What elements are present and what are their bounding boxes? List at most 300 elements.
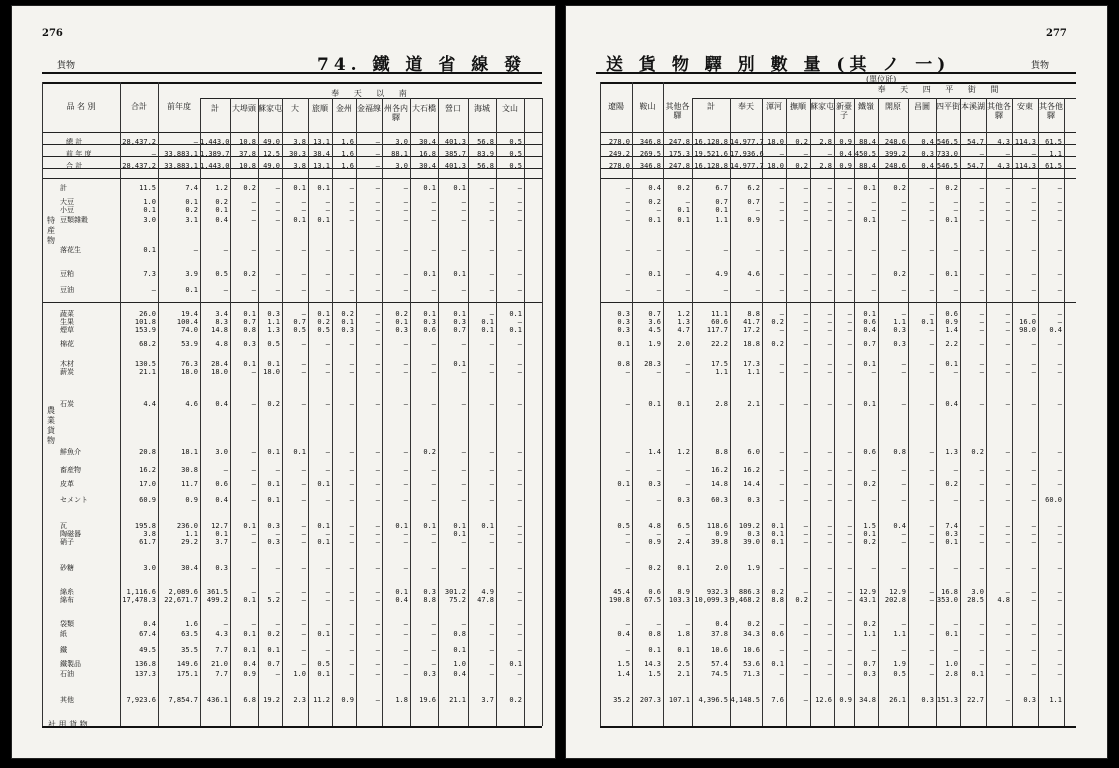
table-cell: 3.1	[185, 216, 198, 224]
table-cell: 0.7	[293, 318, 306, 326]
column-header: 合計	[131, 102, 147, 111]
table-cell: —	[929, 360, 934, 368]
table-cell: —	[803, 206, 808, 214]
table-cell: —	[517, 646, 522, 654]
table-cell: 1,389.7	[200, 150, 230, 158]
table-cell: —	[1057, 646, 1062, 654]
table-cell: —	[375, 480, 380, 488]
table-cell: —	[1031, 530, 1036, 538]
table-cell: —	[461, 496, 466, 504]
table-cell: —	[1031, 596, 1036, 604]
table-cell: —	[901, 620, 906, 628]
table-cell: —	[779, 670, 784, 678]
table-cell: 247.8	[668, 162, 690, 170]
table-cell: 0.4	[395, 596, 408, 604]
table-cell: 4.6	[747, 270, 760, 278]
table-cell: —	[847, 660, 852, 668]
table-cell: —	[803, 400, 808, 408]
table-cell: —	[929, 206, 934, 214]
table-cell: 30.4	[419, 138, 436, 146]
table-cell: —	[1005, 480, 1010, 488]
table-cell: —	[349, 184, 354, 192]
table-cell: 2.0	[715, 564, 728, 572]
row-label: 豆類雜穀	[60, 216, 88, 224]
table-cell: —	[1057, 670, 1062, 678]
table-cell: —	[431, 360, 436, 368]
table-cell: —	[325, 360, 330, 368]
table-cell: —	[1005, 400, 1010, 408]
column-header: 開原	[885, 102, 901, 111]
table-cell: 247.8	[668, 138, 690, 146]
table-cell: —	[1005, 286, 1010, 294]
table-cell: 7.4	[945, 522, 958, 530]
table-cell: —	[403, 360, 408, 368]
table-cell: —	[403, 368, 408, 376]
row-label: 袋類	[60, 620, 74, 628]
table-cell: 0.9	[747, 216, 760, 224]
row-label: 綿布	[60, 596, 74, 604]
table-cell: —	[929, 246, 934, 254]
table-cell: 14.8	[211, 326, 228, 334]
table-cell: 0.1	[453, 646, 466, 654]
table-cell: —	[375, 216, 380, 224]
table-cell: 0.2	[243, 184, 256, 192]
table-cell: —	[489, 286, 494, 294]
table-cell: —	[375, 162, 380, 170]
table-cell: 0.2	[648, 198, 661, 206]
table-cell: 0.1	[185, 286, 198, 294]
table-cell: 0.9	[243, 670, 256, 678]
table-cell: 0.1	[317, 184, 330, 192]
table-cell: —	[656, 246, 661, 254]
table-cell: —	[375, 206, 380, 214]
table-cell: 0.1	[648, 400, 661, 408]
table-cell: —	[1057, 660, 1062, 668]
table-cell: —	[979, 318, 984, 326]
table-cell: —	[979, 564, 984, 572]
table-cell: 278.0	[608, 138, 630, 146]
table-cell: —	[375, 564, 380, 572]
table-cell: 401.3	[444, 162, 466, 170]
table-cell: 0.1	[293, 184, 306, 192]
table-cell: 0.7	[747, 198, 760, 206]
table-cell: —	[847, 588, 852, 596]
table-cell: 3.4	[215, 310, 228, 318]
table-cell: 4.8	[997, 596, 1010, 604]
table-cell: —	[431, 646, 436, 654]
table-cell: —	[431, 480, 436, 488]
row-label: 大豆	[60, 198, 74, 206]
table-cell: 0.3	[617, 318, 630, 326]
table-cell: 7,923.6	[126, 696, 156, 704]
table-cell: 26.1	[889, 696, 906, 704]
table-cell: —	[325, 466, 330, 474]
table-cell: —	[847, 596, 852, 604]
table-cell: —	[151, 150, 156, 158]
table-cell: 1.3	[945, 448, 958, 456]
table-cell: 74.0	[181, 326, 198, 334]
table-cell: 436.1	[206, 696, 228, 704]
column-header: 昌圖	[914, 102, 930, 111]
column-header: 渾河	[766, 102, 782, 111]
row-label: 鐵	[60, 646, 67, 654]
table-cell: 3.6	[648, 318, 661, 326]
table-cell: 0.1	[215, 206, 228, 214]
table-cell: —	[1057, 630, 1062, 638]
table-cell: —	[827, 184, 832, 192]
table-cell: —	[979, 150, 984, 158]
table-cell: —	[301, 360, 306, 368]
table-cell: —	[275, 530, 280, 538]
table-cell: —	[803, 286, 808, 294]
table-cell: 0.8	[617, 360, 630, 368]
table-cell: 1.5	[617, 660, 630, 668]
table-cell: 278.0	[608, 162, 630, 170]
table-cell: —	[847, 670, 852, 678]
table-cell: —	[803, 198, 808, 206]
table-cell: 0.1	[243, 596, 256, 604]
table-cell: —	[929, 340, 934, 348]
table-cell: —	[431, 530, 436, 538]
table-cell: —	[803, 216, 808, 224]
table-cell: —	[847, 496, 852, 504]
table-rule	[600, 726, 1076, 728]
table-cell: 8.9	[677, 588, 690, 596]
table-cell: —	[803, 466, 808, 474]
table-cell: 14.3	[644, 660, 661, 668]
table-cell: —	[901, 310, 906, 318]
table-cell: 2.3	[293, 696, 306, 704]
table-cell: 0.1	[243, 360, 256, 368]
table-cell: —	[325, 400, 330, 408]
table-cell: 0.8	[243, 326, 256, 334]
table-cell: —	[1031, 360, 1036, 368]
table-cell: —	[1057, 206, 1062, 214]
table-cell: —	[325, 496, 330, 504]
table-cell: —	[929, 368, 934, 376]
table-cell: —	[827, 660, 832, 668]
table-cell: —	[1005, 588, 1010, 596]
group-rule	[200, 98, 542, 99]
table-cell: 0.9	[839, 162, 852, 170]
table-cell: —	[827, 340, 832, 348]
table-cell: 0.1	[243, 522, 256, 530]
table-cell: 0.2	[267, 630, 280, 638]
table-cell: 2.1	[677, 670, 690, 678]
table-cell: —	[1057, 360, 1062, 368]
table-cell: —	[803, 646, 808, 654]
table-cell: 0.3	[243, 340, 256, 348]
table-cell: —	[375, 538, 380, 546]
table-cell: 0.1	[395, 318, 408, 326]
table-cell: —	[656, 620, 661, 628]
table-cell: —	[275, 670, 280, 678]
table-cell: —	[375, 646, 380, 654]
table-cell: —	[325, 368, 330, 376]
table-cell: —	[251, 466, 256, 474]
table-cell: —	[685, 620, 690, 628]
table-cell: 7.4	[185, 184, 198, 192]
table-cell: —	[1005, 522, 1010, 530]
table-cell: 13.1	[313, 138, 330, 146]
table-cell: 0.2	[317, 318, 330, 326]
table-cell: —	[979, 480, 984, 488]
table-cell: 3.8	[293, 138, 306, 146]
table-cell: 0.4	[617, 630, 630, 638]
table-cell: —	[431, 660, 436, 668]
table-cell: 248.6	[884, 162, 906, 170]
table-cell: —	[979, 646, 984, 654]
table-cell: —	[779, 286, 784, 294]
table-cell: —	[301, 596, 306, 604]
table-cell: 0.3	[267, 538, 280, 546]
table-cell: —	[723, 286, 728, 294]
table-rule	[42, 178, 542, 179]
table-cell: —	[403, 646, 408, 654]
table-cell: —	[901, 400, 906, 408]
table-cell: 0.4	[863, 326, 876, 334]
table-cell: —	[827, 310, 832, 318]
table-cell: —	[827, 620, 832, 628]
table-cell: 0.1	[771, 660, 784, 668]
table-cell: —	[275, 184, 280, 192]
table-cell: —	[301, 198, 306, 206]
table-cell: 8.8	[771, 596, 784, 604]
table-cell: —	[685, 368, 690, 376]
table-cell: —	[517, 318, 522, 326]
table-cell: —	[847, 310, 852, 318]
table-cell: 1.2	[677, 448, 690, 456]
table-cell: 1.1	[185, 530, 198, 538]
row-label: セメント	[60, 496, 88, 504]
table-cell: 0.3	[267, 522, 280, 530]
table-cell: —	[685, 246, 690, 254]
table-cell: 41.7	[743, 318, 760, 326]
table-cell: 0.1	[317, 216, 330, 224]
table-cell: 0.1	[215, 530, 228, 538]
table-cell: 3.0	[395, 138, 408, 146]
table-cell: —	[685, 530, 690, 538]
table-cell: —	[251, 246, 256, 254]
table-cell: 29.2	[181, 538, 198, 546]
table-cell: 0.1	[771, 530, 784, 538]
section-label: 貨物	[1031, 61, 1050, 71]
table-cell: —	[1031, 368, 1036, 376]
table-cell: —	[779, 246, 784, 254]
table-cell: —	[375, 400, 380, 408]
table-cell: —	[1005, 660, 1010, 668]
table-cell: —	[375, 318, 380, 326]
table-cell: 38.4	[313, 150, 330, 158]
table-cell: —	[953, 368, 958, 376]
table-cell: 0.6	[771, 630, 784, 638]
table-cell: —	[625, 216, 630, 224]
table-cell: 20.8	[139, 448, 156, 456]
column-header: 其各他驛	[1039, 102, 1063, 120]
table-cell: 151.3	[936, 696, 958, 704]
table-cell: —	[1057, 246, 1062, 254]
table-cell: —	[847, 630, 852, 638]
table-cell: —	[517, 286, 522, 294]
table-cell: —	[461, 564, 466, 572]
table-cell: 0.5	[215, 270, 228, 278]
table-cell: —	[1057, 564, 1062, 572]
table-cell: 4.3	[997, 138, 1010, 146]
table-cell: 8.8	[423, 596, 436, 604]
table-cell: —	[779, 270, 784, 278]
table-cell: 1.5	[863, 522, 876, 530]
table-cell: 0.1	[971, 670, 984, 678]
table-cell: —	[871, 246, 876, 254]
table-cell: —	[489, 198, 494, 206]
table-cell: —	[827, 448, 832, 456]
table-cell: —	[375, 340, 380, 348]
table-cell: 0.6	[648, 588, 661, 596]
column-header: 四平街	[936, 102, 960, 111]
table-cell: 0.1	[648, 270, 661, 278]
column-rule	[42, 82, 43, 726]
table-cell: 12.6	[815, 696, 832, 704]
table-cell: —	[375, 138, 380, 146]
table-cell: 401.3	[444, 138, 466, 146]
table-cell: —	[929, 310, 934, 318]
table-cell: 0.1	[267, 496, 280, 504]
table-cell: —	[349, 246, 354, 254]
table-cell: 0.7	[267, 660, 280, 668]
table-cell: 98.0	[1019, 326, 1036, 334]
column-header: 州各内驛	[384, 104, 408, 122]
table-cell: —	[803, 310, 808, 318]
table-cell: —	[847, 448, 852, 456]
table-cell: 301.2	[444, 588, 466, 596]
table-cell: —	[1005, 318, 1010, 326]
table-cell: —	[489, 184, 494, 192]
column-header: 旅順	[312, 104, 328, 113]
table-cell: 0.1	[481, 522, 494, 530]
table-cell: 202.8	[884, 596, 906, 604]
column-header: 本溪湖	[961, 102, 985, 111]
table-cell: 0.4	[215, 216, 228, 224]
table-cell: —	[625, 646, 630, 654]
table-rule	[600, 302, 1076, 303]
table-cell: 385.7	[444, 150, 466, 158]
table-cell: —	[301, 466, 306, 474]
table-cell: 19.2	[263, 696, 280, 704]
table-rule	[600, 82, 1076, 84]
table-cell: —	[461, 246, 466, 254]
table-cell: —	[325, 596, 330, 604]
table-cell: 16.2	[743, 466, 760, 474]
table-cell: 0.8	[648, 630, 661, 638]
table-cell: —	[779, 216, 784, 224]
table-cell: —	[489, 448, 494, 456]
table-cell: 0.3	[617, 310, 630, 318]
row-label: 砂糖	[60, 564, 74, 572]
table-cell: 195.8	[134, 522, 156, 530]
table-cell: —	[1031, 448, 1036, 456]
table-cell: —	[375, 286, 380, 294]
table-cell: —	[1031, 522, 1036, 530]
column-header: 大埠頭	[232, 104, 256, 113]
table-cell: 1.6	[185, 620, 198, 628]
table-cell: —	[803, 360, 808, 368]
row-label: 棉花	[60, 340, 74, 348]
table-cell: —	[847, 198, 852, 206]
table-cell: —	[403, 530, 408, 538]
table-cell: 1.2	[215, 184, 228, 192]
table-cell: —	[953, 246, 958, 254]
table-cell: 107.1	[668, 696, 690, 704]
table-cell: 12.9	[889, 588, 906, 596]
table-cell: —	[489, 630, 494, 638]
table-cell: 0.1	[715, 206, 728, 214]
table-cell: 4.9	[481, 588, 494, 596]
table-cell: 546.5	[936, 162, 958, 170]
table-cell: —	[375, 448, 380, 456]
table-cell: —	[223, 466, 228, 474]
table-cell: 1.0	[143, 198, 156, 206]
table-cell: 137.3	[134, 670, 156, 678]
table-cell: 2.2	[945, 340, 958, 348]
table-cell: 175.1	[176, 670, 198, 678]
table-cell: 0.3	[648, 480, 661, 488]
table-cell: 7,854.7	[168, 696, 198, 704]
table-cell: —	[461, 198, 466, 206]
table-cell: 18.0	[767, 162, 784, 170]
table-cell: —	[625, 466, 630, 474]
table-cell: 0.1	[509, 660, 522, 668]
table-cell: —	[375, 368, 380, 376]
column-header: 撫順	[790, 102, 806, 111]
table-cell: —	[349, 480, 354, 488]
table-cell: 4.6	[185, 400, 198, 408]
table-cell: 114.3	[1014, 138, 1036, 146]
table-cell: —	[375, 150, 380, 158]
table-cell: 0.2	[243, 270, 256, 278]
table-cell: —	[827, 286, 832, 294]
table-cell: —	[325, 286, 330, 294]
table-cell: —	[929, 588, 934, 596]
table-cell: —	[979, 538, 984, 546]
table-cell: —	[929, 326, 934, 334]
table-cell: —	[1057, 588, 1062, 596]
table-cell: —	[847, 538, 852, 546]
table-cell: —	[349, 360, 354, 368]
row-label: 其他	[60, 696, 74, 704]
table-cell: —	[517, 184, 522, 192]
column-header: 安東	[1017, 102, 1033, 111]
table-cell: —	[403, 496, 408, 504]
table-cell: —	[656, 286, 661, 294]
table-cell: —	[929, 646, 934, 654]
table-cell: —	[929, 670, 934, 678]
table-cell: —	[827, 326, 832, 334]
table-cell: 88.1	[391, 150, 408, 158]
table-cell: 0.5	[317, 660, 330, 668]
table-cell: —	[929, 480, 934, 488]
table-cell: —	[803, 630, 808, 638]
table-cell: 6.8	[243, 696, 256, 704]
table-cell: —	[685, 286, 690, 294]
table-cell: 56.8	[477, 162, 494, 170]
group-label: 農業貨物	[47, 406, 55, 445]
table-cell: —	[431, 286, 436, 294]
table-cell: —	[489, 400, 494, 408]
table-cell: —	[1057, 400, 1062, 408]
table-cell: —	[489, 480, 494, 488]
table-cell: —	[349, 522, 354, 530]
table-cell: 0.1	[143, 246, 156, 254]
